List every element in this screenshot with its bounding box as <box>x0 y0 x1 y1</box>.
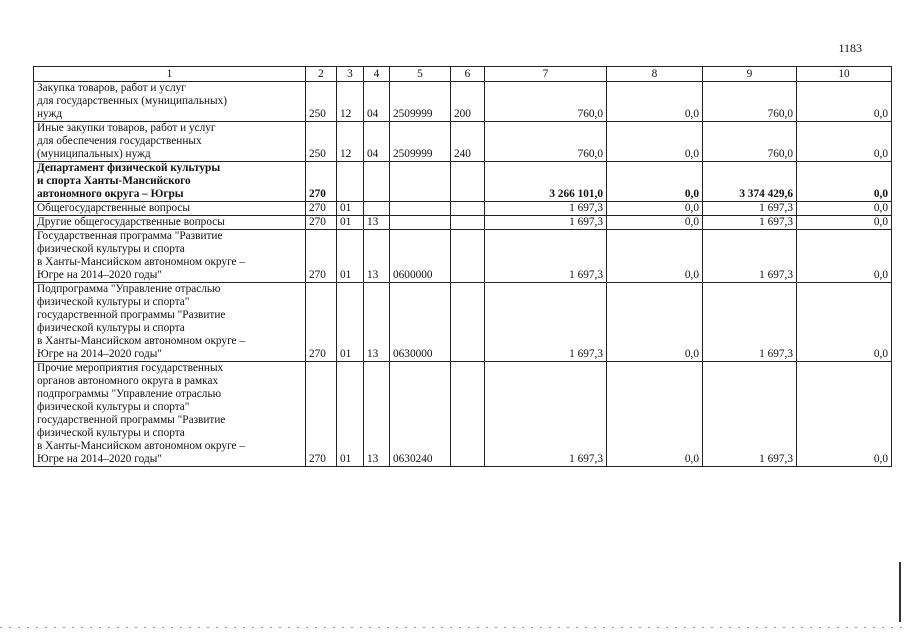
name-cell: Иные закупки товаров, работ и услуг для обеспечения государственных (муниципальных) нужд <box>34 122 306 162</box>
table-row <box>34 283 892 362</box>
target-item-cell <box>390 216 451 230</box>
column-header: 3 <box>337 67 364 82</box>
ministry-code-cell: 270 <box>306 230 337 283</box>
expense-type-cell <box>451 216 485 230</box>
table-row <box>34 202 892 216</box>
subsection-cell: 13 <box>364 230 390 283</box>
name-cell: Департамент физической культуры и спорта Ханты-Мансийского автономного округа – Югры <box>34 162 306 202</box>
column-header: 1 <box>34 67 306 82</box>
amount-cell: 1 697,3 <box>485 283 607 362</box>
expense-type-cell <box>451 362 485 467</box>
subsection-cell <box>364 162 390 202</box>
target-item-cell <box>390 202 451 216</box>
amount-cell: 1 697,3 <box>485 230 607 283</box>
target-item-cell: 0630240 <box>390 362 451 467</box>
section-cell: 12 <box>337 122 364 162</box>
column-header: 5 <box>390 67 451 82</box>
expense-type-cell <box>451 162 485 202</box>
section-cell: 01 <box>337 230 364 283</box>
subsection-cell <box>364 202 390 216</box>
budget-table <box>33 66 892 467</box>
table-row <box>34 162 892 202</box>
ministry-code-cell: 270 <box>306 162 337 202</box>
column-header: 6 <box>451 67 485 82</box>
section-cell: 01 <box>337 283 364 362</box>
section-cell: 01 <box>337 202 364 216</box>
expense-type-cell: 200 <box>451 82 485 122</box>
table-row <box>34 122 892 162</box>
amount-cell: 0,0 <box>797 230 892 283</box>
amount-cell: 0,0 <box>607 216 703 230</box>
amount-cell: 1 697,3 <box>703 283 797 362</box>
target-item-cell: 0600000 <box>390 230 451 283</box>
amount-cell: 1 697,3 <box>703 216 797 230</box>
amount-cell: 760,0 <box>485 82 607 122</box>
amount-cell: 1 697,3 <box>703 202 797 216</box>
column-header: 4 <box>364 67 390 82</box>
column-header: 2 <box>306 67 337 82</box>
ministry-code-cell: 270 <box>306 202 337 216</box>
table-row <box>34 216 892 230</box>
amount-cell: 0,0 <box>797 362 892 467</box>
amount-cell: 3 266 101,0 <box>485 162 607 202</box>
ministry-code-cell: 270 <box>306 362 337 467</box>
expense-type-cell: 240 <box>451 122 485 162</box>
name-cell: Общегосударственные вопросы <box>34 202 306 216</box>
column-header: 9 <box>703 67 797 82</box>
amount-cell: 0,0 <box>797 202 892 216</box>
amount-cell: 760,0 <box>703 122 797 162</box>
section-cell: 01 <box>337 362 364 467</box>
amount-cell: 0,0 <box>607 122 703 162</box>
section-cell: 12 <box>337 82 364 122</box>
ministry-code-cell: 250 <box>306 82 337 122</box>
amount-cell: 0,0 <box>607 283 703 362</box>
ministry-code-cell: 270 <box>306 216 337 230</box>
column-header: 8 <box>607 67 703 82</box>
target-item-cell: 2509999 <box>390 122 451 162</box>
expense-type-cell <box>451 283 485 362</box>
table-row <box>34 82 892 122</box>
margin-rule <box>899 562 901 622</box>
amount-cell: 760,0 <box>485 122 607 162</box>
table-body <box>34 82 892 467</box>
name-cell: Государственная программа "Развитие физической культуры и спорта в Ханты-Мансийском автономном округе – Югре на 2014–2020 годы" <box>34 230 306 283</box>
amount-cell: 0,0 <box>797 283 892 362</box>
name-cell: Подпрограмма "Управление отраслью физической культуры и спорта" государственной программы "Развитие физической культуры и спорта в Ханты-Мансийском автономном округе – Югре на 2014–2020 годы" <box>34 283 306 362</box>
amount-cell: 0,0 <box>607 162 703 202</box>
amount-cell: 3 374 429,6 <box>703 162 797 202</box>
subsection-cell: 04 <box>364 82 390 122</box>
amount-cell: 0,0 <box>607 202 703 216</box>
amount-cell: 0,0 <box>797 162 892 202</box>
column-number-row <box>34 67 892 82</box>
section-cell: 01 <box>337 216 364 230</box>
subsection-cell: 04 <box>364 122 390 162</box>
amount-cell: 1 697,3 <box>485 202 607 216</box>
target-item-cell: 0630000 <box>390 283 451 362</box>
amount-cell: 0,0 <box>607 362 703 467</box>
column-header: 10 <box>797 67 892 82</box>
table-row <box>34 362 892 467</box>
scan-artifact-line <box>0 627 905 628</box>
amount-cell: 0,0 <box>797 122 892 162</box>
amount-cell: 1 697,3 <box>703 362 797 467</box>
expense-type-cell <box>451 230 485 283</box>
page-number: 1183 <box>838 41 862 55</box>
amount-cell: 1 697,3 <box>485 362 607 467</box>
ministry-code-cell: 250 <box>306 122 337 162</box>
column-header: 7 <box>485 67 607 82</box>
subsection-cell: 13 <box>364 362 390 467</box>
amount-cell: 0,0 <box>797 216 892 230</box>
amount-cell: 0,0 <box>607 230 703 283</box>
expense-type-cell <box>451 202 485 216</box>
amount-cell: 0,0 <box>607 82 703 122</box>
section-cell <box>337 162 364 202</box>
table-header <box>34 67 892 82</box>
amount-cell: 1 697,3 <box>485 216 607 230</box>
table-row <box>34 230 892 283</box>
amount-cell: 760,0 <box>703 82 797 122</box>
ministry-code-cell: 270 <box>306 283 337 362</box>
target-item-cell: 2509999 <box>390 82 451 122</box>
name-cell: Другие общегосударственные вопросы <box>34 216 306 230</box>
amount-cell: 0,0 <box>797 82 892 122</box>
target-item-cell <box>390 162 451 202</box>
subsection-cell: 13 <box>364 216 390 230</box>
name-cell: Закупка товаров, работ и услуг для государственных (муниципальных) нужд <box>34 82 306 122</box>
name-cell: Прочие мероприятия государственных органов автономного округа в рамках подпрограммы "Управление отраслью физической культуры и спорта" государственной программы "Развитие физической культуры и спорта в Ханты-Мансийском автономном округе – Югре на 2014–2020 годы" <box>34 362 306 467</box>
subsection-cell: 13 <box>364 283 390 362</box>
amount-cell: 1 697,3 <box>703 230 797 283</box>
